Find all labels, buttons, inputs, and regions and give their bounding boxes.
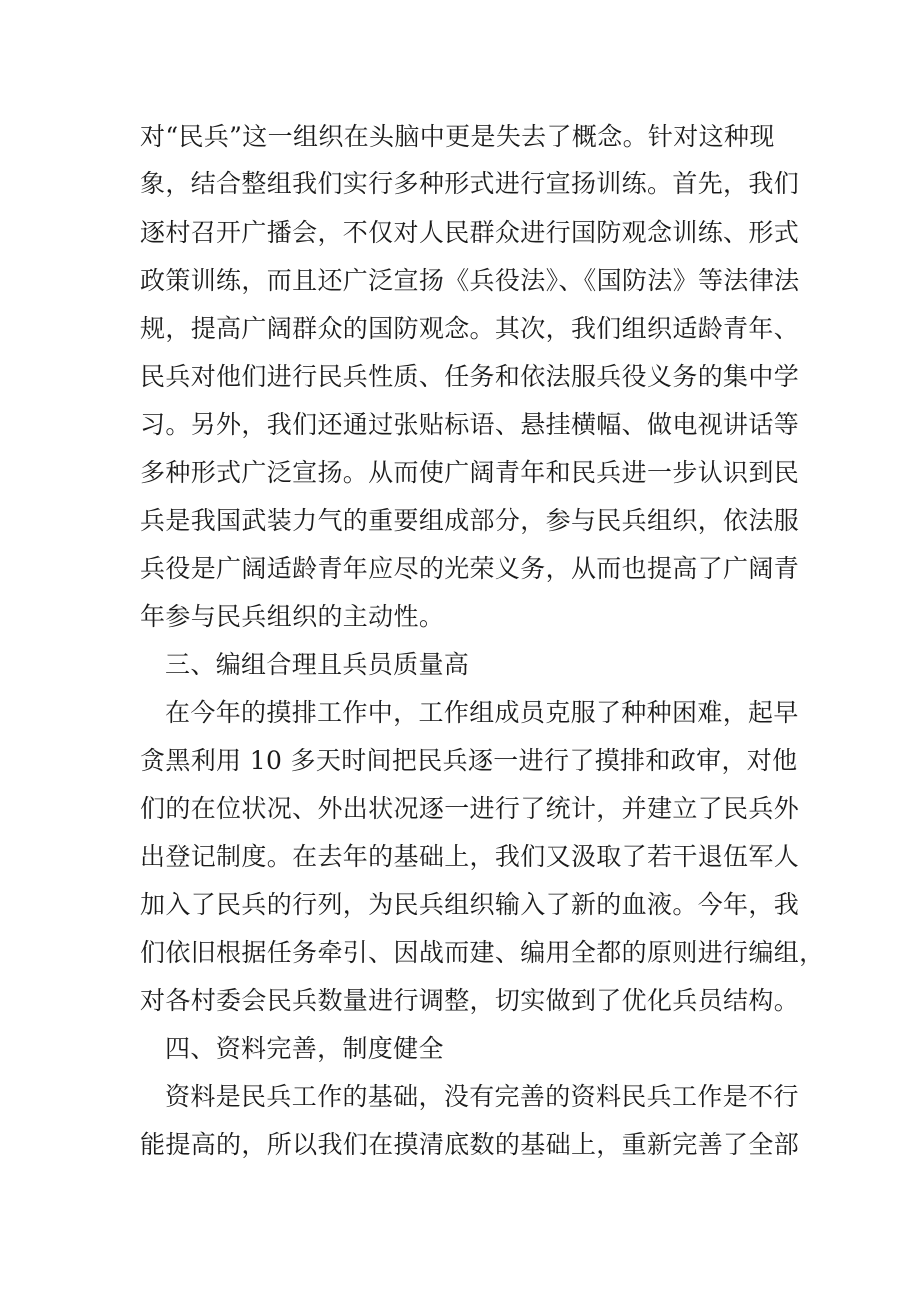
paragraph-line: 对“民兵”这一组织在头脑中更是失去了概念。针对这种现 — [140, 122, 775, 151]
paragraph-line: 资料是民兵工作的基础，没有完善的资料民兵工作是不行 — [165, 1082, 799, 1111]
paragraph-line: 多种形式广泛宣扬。从而使广阔青年和民兵进一步认识到民 — [140, 458, 800, 487]
paragraph-line: 能提高的，所以我们在摸清底数的基础上，重新完善了全部 — [140, 1130, 800, 1159]
section-heading: 三、编组合理且兵员质量高 — [165, 650, 470, 679]
paragraph-line: 逐村召开广播会，不仅对人民群众进行国防观念训练、形式 — [140, 218, 800, 247]
paragraph-line: 象，结合整组我们实行多种形式进行宣扬训练。首先，我们 — [140, 169, 800, 198]
paragraph-line: 出登记制度。在去年的基础上，我们又汲取了若干退伍军人 — [140, 842, 800, 871]
paragraph-line: 年参与民兵组织的主动性。 — [140, 602, 445, 631]
paragraph-line: 习。另外，我们还通过张贴标语、悬挂横幅、做电视讲话等 — [140, 410, 800, 439]
paragraph-line: 在今年的摸排工作中，工作组成员克服了种种困难，起早 — [165, 698, 799, 727]
paragraph-line: 贪黑利用 10 多天时间把民兵逐一进行了摸排和政审，对他 — [140, 746, 798, 775]
paragraph-line: 对各村委会民兵数量进行调整，切实做到了优化兵员结构。 — [140, 986, 800, 1015]
paragraph-line: 规，提高广阔群众的国防观念。其次，我们组织适龄青年、 — [140, 314, 800, 343]
paragraph-line: 加入了民兵的行列，为民兵组织输入了新的血液。今年，我 — [140, 890, 800, 919]
paragraph-line: 兵役是广阔适龄青年应尽的光荣义务，从而也提高了广阔青 — [140, 554, 800, 583]
paragraph-line: 们的在位状况、外出状况逐一进行了统计，并建立了民兵外 — [140, 794, 800, 823]
section-heading: 四、资料完善，制度健全 — [165, 1034, 444, 1063]
paragraph-line: 民兵对他们进行民兵性质、任务和依法服兵役义务的集中学 — [140, 362, 800, 391]
paragraph-line: 政策训练，而且还广泛宣扬《兵役法》、《国防法》等法律法 — [140, 266, 800, 295]
paragraph-line: 们依旧根据任务牵引、因战而建、编用全都的原则进行编组， — [140, 938, 825, 967]
paragraph-line: 兵是我国武装力气的重要组成部分，参与民兵组织，依法服 — [140, 506, 800, 535]
